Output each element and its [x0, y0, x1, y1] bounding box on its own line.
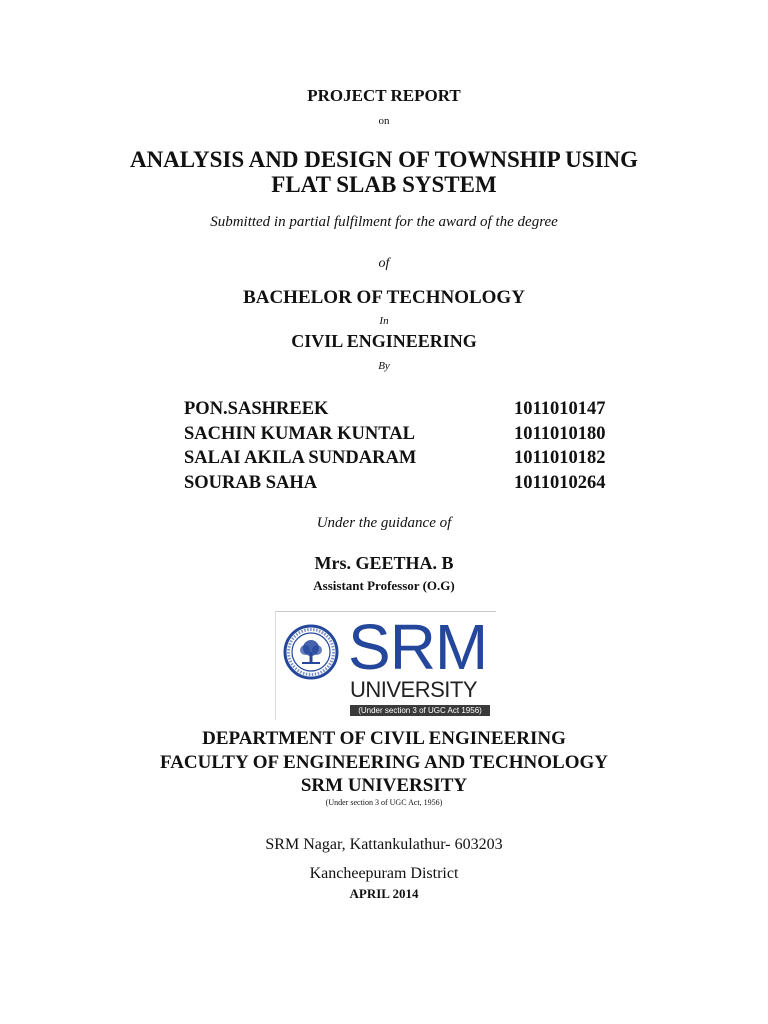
student-name: SACHIN KUMAR KUNTAL: [184, 423, 415, 444]
logo-wordmark: SRM: [348, 611, 488, 683]
student-list: [184, 399, 624, 497]
logo-tagline: (Under section 3 of UGC Act 1956): [350, 705, 490, 716]
student-register-number: 1011010264: [514, 472, 606, 493]
degree-name: BACHELOR OF TECHNOLOGY: [243, 287, 525, 308]
student-name: SOURAB SAHA: [184, 472, 318, 493]
branch-name: CIVIL ENGINEERING: [291, 331, 477, 351]
university-seal-icon: [283, 624, 339, 680]
student-name: SALAI AKILA SUNDARAM: [184, 448, 417, 468]
guidance-label: Under the guidance of: [316, 515, 452, 531]
address-line: SRM Nagar, Kattankulathur- 603203: [265, 836, 503, 853]
faculty-name: FACULTY OF ENGINEERING AND TECHNOLOGY: [160, 752, 608, 773]
student-register-number: 1011010180: [514, 423, 606, 444]
guide-designation: Assistant Professor (O.G): [313, 578, 455, 593]
ugc-note: (Under section 3 of UGC Act, 1956): [325, 798, 443, 807]
submission-statement: Submitted in partial fulfilment for the award of the degree: [210, 214, 558, 230]
on-label: on: [378, 115, 390, 127]
district-line: Kancheepuram District: [309, 865, 459, 882]
project-title-line-2: FLAT SLAB SYSTEM: [271, 172, 497, 197]
university-name: SRM UNIVERSITY: [300, 775, 468, 796]
report-label: PROJECT REPORT: [307, 86, 461, 105]
project-title-line-1: ANALYSIS AND DESIGN OF TOWNSHIP USING: [129, 147, 639, 172]
department-name: DEPARTMENT OF CIVIL ENGINEERING: [202, 728, 566, 749]
logo-subword: UNIVERSITY: [350, 677, 478, 702]
of-label: of: [378, 256, 390, 271]
student-row: [184, 399, 624, 424]
student-register-number: 1011010182: [514, 448, 606, 468]
by-label: By: [378, 360, 390, 372]
student-row: [184, 448, 624, 473]
student-row: [184, 424, 624, 449]
submission-date: APRIL 2014: [349, 886, 419, 901]
student-row: [184, 473, 624, 498]
student-name: PON.SASHREEK: [184, 399, 329, 419]
in-label: In: [379, 315, 389, 327]
student-register-number: 1011010147: [514, 399, 606, 419]
guide-name: Mrs. GEETHA. B: [314, 553, 454, 573]
srm-university-logo: [275, 611, 496, 720]
